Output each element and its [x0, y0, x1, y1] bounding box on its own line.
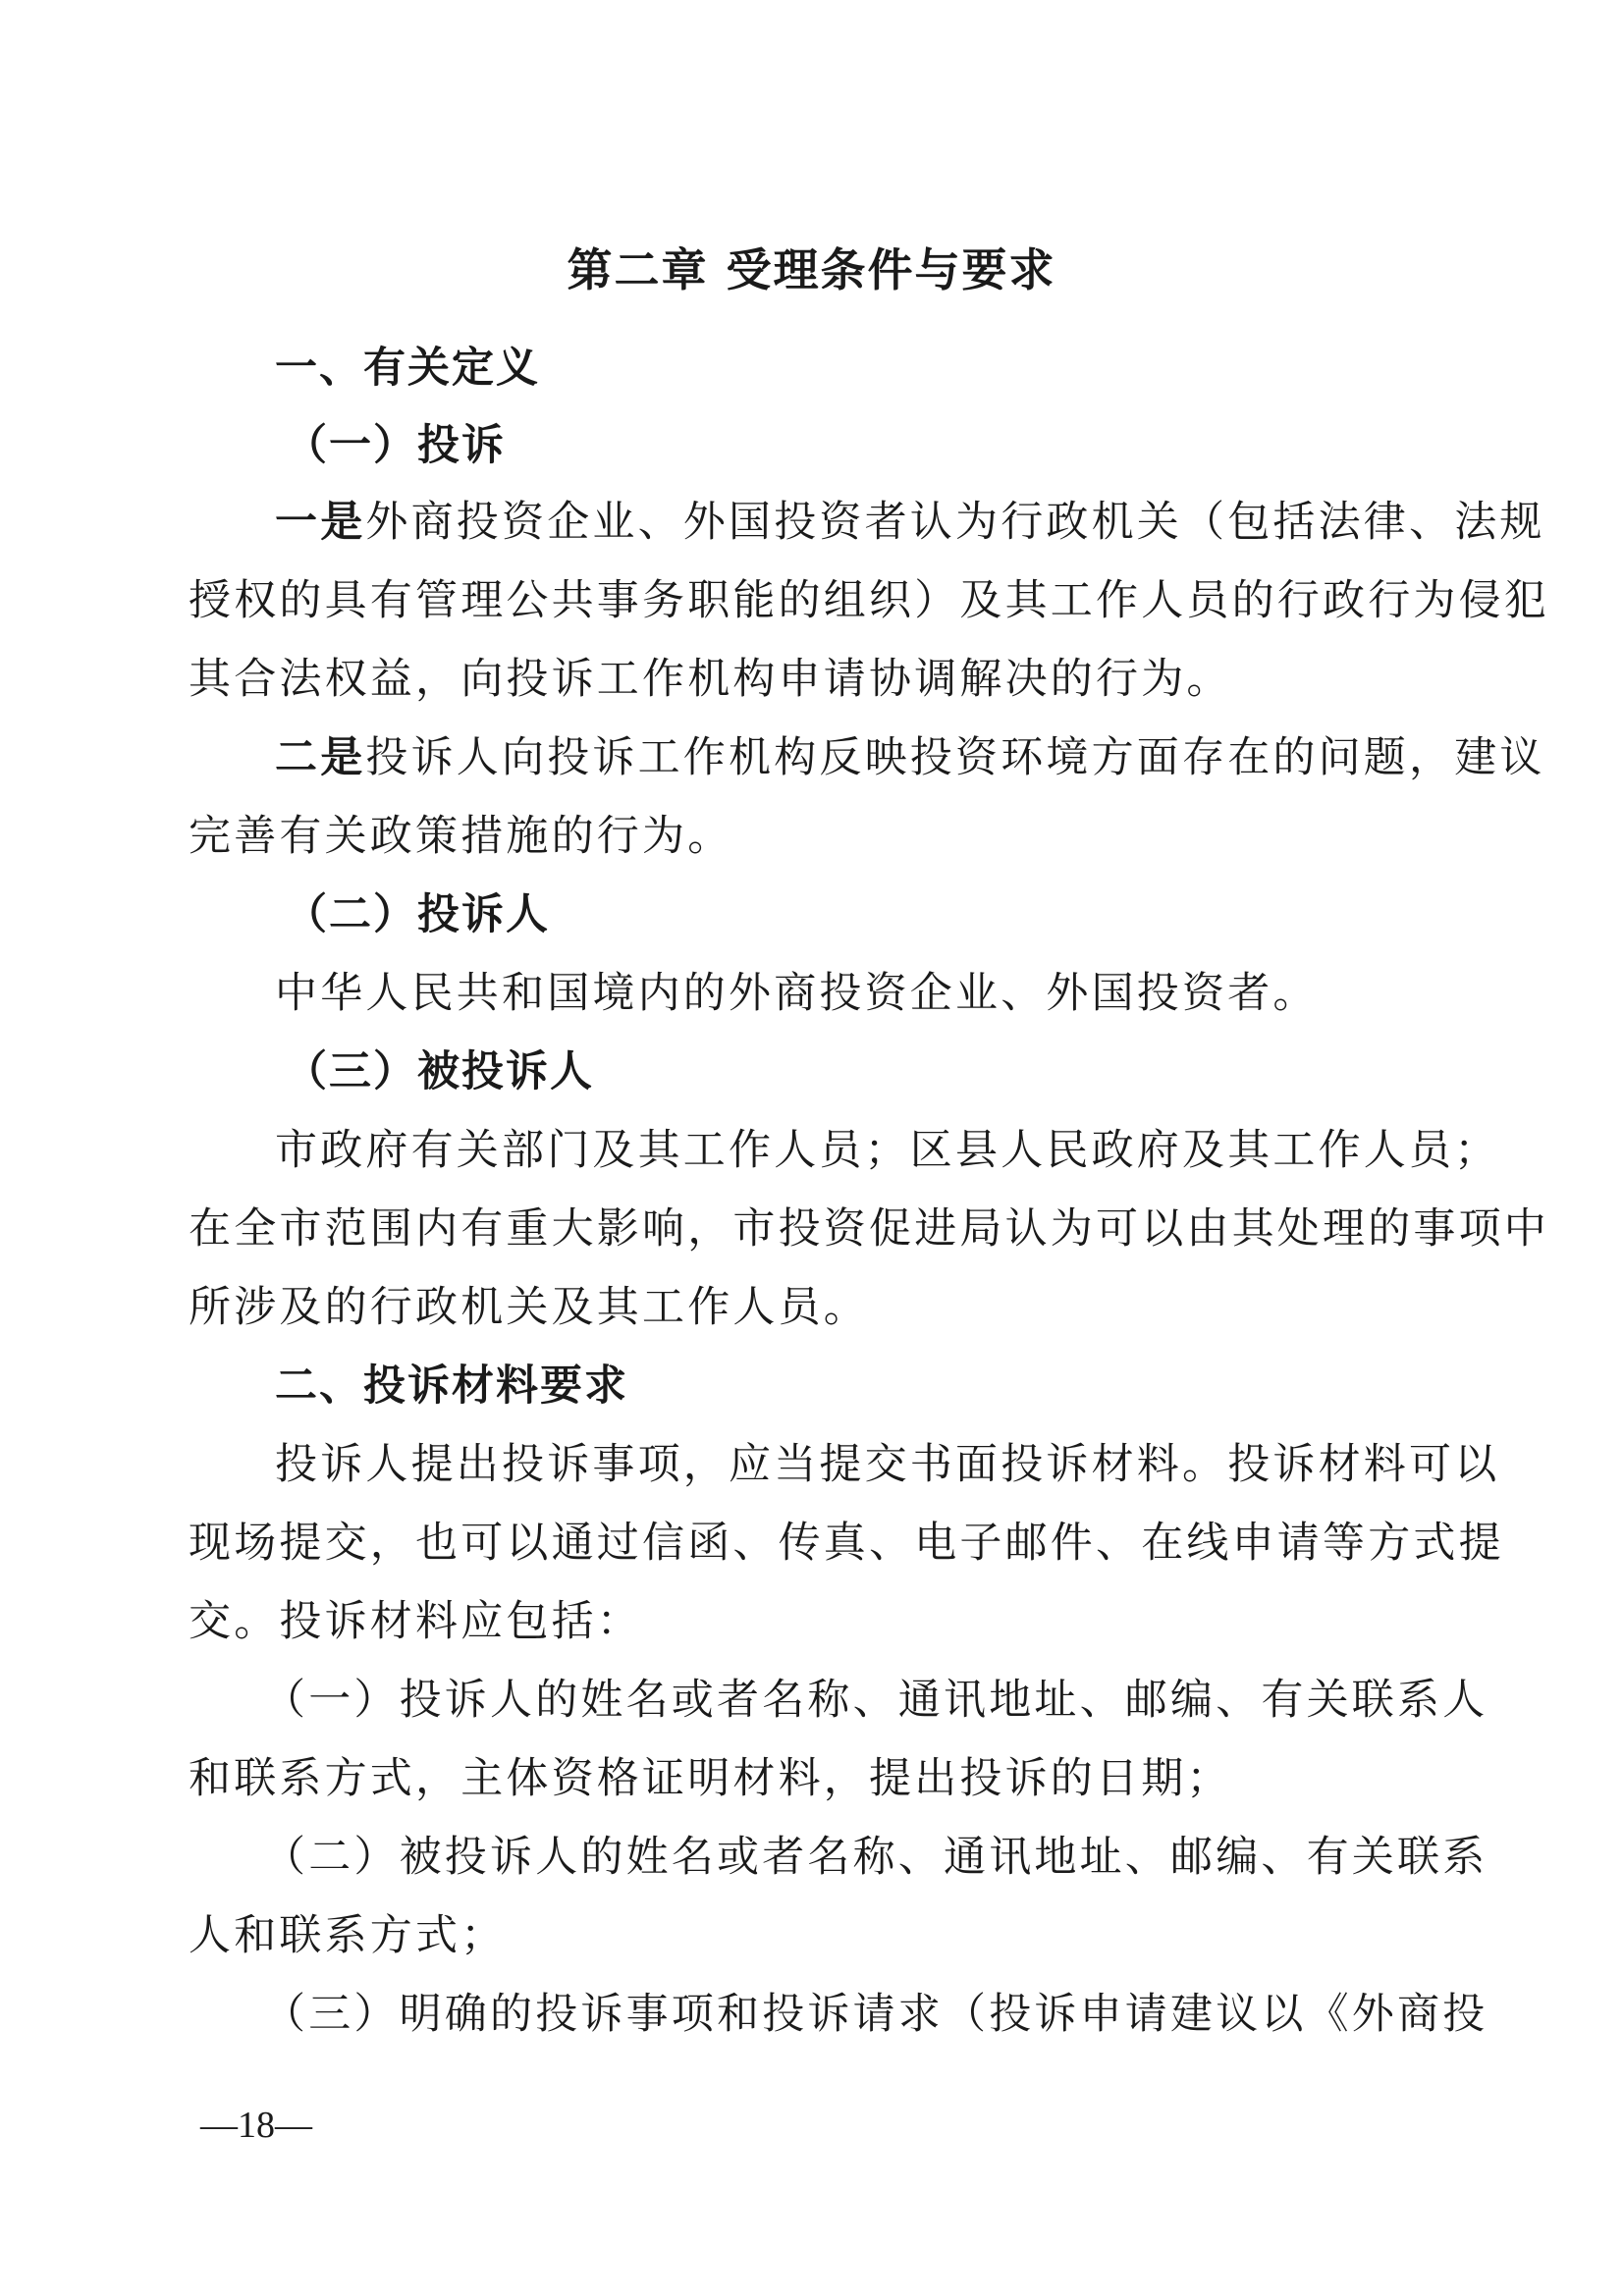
item2-line1: （二）被投诉人的姓名或者名称、通讯地址、邮编、有关联系 [263, 1833, 1488, 1882]
sub1-heading: （一）投诉 [285, 421, 506, 470]
sub1-para2-line1: 二是投诉人向投诉工作机构反映投资环境方面存在的问题，建议 [275, 733, 1545, 782]
sub2-heading: （二）投诉人 [285, 890, 550, 939]
sub1-para1-line2: 授权的具有管理公共事务职能的组织）及其工作人员的行政行为侵犯 [189, 576, 1549, 625]
section2-intro-line3: 交。投诉材料应包括： [189, 1597, 642, 1646]
sub2-text: 中华人民共和国境内的外商投资企业、外国投资者。 [275, 969, 1319, 1018]
sub1-para2-line2: 完善有关政策措施的行为。 [189, 812, 733, 861]
sub3-line2: 在全市范围内有重大影响，市投资促进局认为可以由其处理的事项中 [189, 1204, 1549, 1254]
sub1-para1-line1: 一是外商投资企业、外国投资者认为行政机关（包括法律、法规 [275, 498, 1545, 547]
section1-heading: 一、有关定义 [275, 344, 540, 393]
sub3-line1: 市政府有关部门及其工作人员；区县人民政府及其工作人员； [275, 1126, 1500, 1175]
sub3-line3: 所涉及的行政机关及其工作人员。 [189, 1283, 869, 1332]
section2-heading: 二、投诉材料要求 [275, 1362, 628, 1411]
section2-intro-line2: 现场提交，也可以通过信函、传真、电子邮件、在线申请等方式提 [189, 1519, 1504, 1568]
para2-lead: 二是 [275, 733, 366, 782]
sub1-para1-line3: 其合法权益，向投诉工作机构申请协调解决的行为。 [189, 655, 1232, 704]
item1-line2: 和联系方式，主体资格证明材料，提出投诉的日期； [189, 1754, 1232, 1803]
page-number: —18— [200, 2105, 312, 2146]
item1-line1: （一）投诉人的姓名或者名称、通讯地址、邮编、有关联系人 [263, 1676, 1488, 1725]
item3-line1: （三）明确的投诉事项和投诉请求（投诉申请建议以《外商投 [263, 1990, 1488, 2039]
section2-intro-line1: 投诉人提出投诉事项，应当提交书面投诉材料。投诉材料可以 [275, 1440, 1500, 1489]
para1-lead: 一是 [275, 498, 366, 547]
item2-line2: 人和联系方式； [189, 1911, 507, 1960]
sub3-heading: （三）被投诉人 [285, 1047, 594, 1096]
chapter-title: 第二章 受理条件与要求 [567, 243, 1056, 296]
